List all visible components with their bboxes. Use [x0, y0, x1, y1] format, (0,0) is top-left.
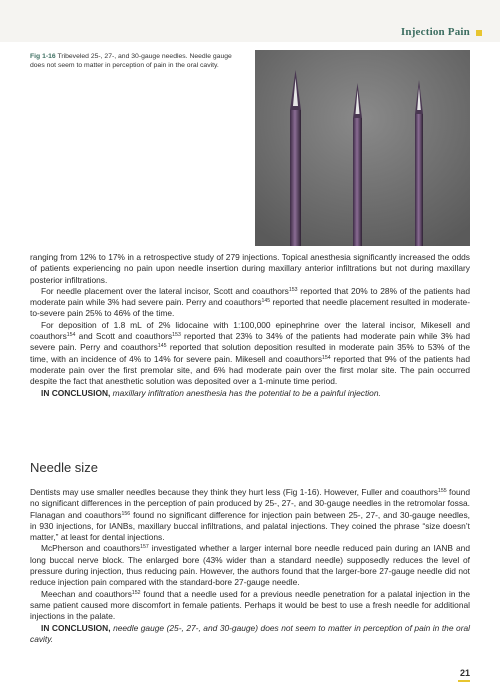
- paragraph: For needle placement over the lateral incisor, Scott and coauthors$^{153}$ reported that 20% to 28% of the patients had moderate pain while 3% had severe pain. Perry and coauthors$^{145}$ reported that needle placement resulted in moderate-to-severe pain 25% to 46% of the time.: [30, 285, 471, 319]
- paragraph: McPherson and coauthors$^{157}$ investigated whether a larger internal bore needle reduced pain during an IANB and long buccal nerve block. The enlarged bore (43% wider than a standard needle) supposedly reduces the level of pressure during injection, thus reducing pain. However, the authors found that the larger-bore 27-gauge needle did not reduce injection pain compared with the standard-bore 27-gauge needle.: [30, 543, 470, 588]
- conclusion: IN CONCLUSION, needle gauge (25-, 27-, and 30-gauge) does not seem to matter in perception of pain in the oral cavity.: [30, 622, 470, 644]
- section-heading: Needle size: [30, 460, 98, 475]
- figure-label: Fig 1-16: [30, 53, 56, 60]
- body-text-top: [30, 252, 470, 399]
- paragraph: ranging from 12% to 17% in a retrospective study of 279 injections. Topical anesthesia significantly increased the odds of patients experiencing no pain upon needle insertion during maxillary anterior infiltrations but not during maxillary posterior infiltrations.: [30, 252, 470, 285]
- needle-photo: [255, 50, 470, 246]
- figure-caption-text: Tribeveled 25-, 27-, and 30-gauge needles. Needle gauge does not seem to matter in perception of pain in the oral cavity.: [30, 53, 232, 70]
- needles-illustration: [255, 50, 470, 246]
- figure-caption: [30, 52, 240, 70]
- page-number-underline: [458, 680, 470, 682]
- paragraph: For deposition of 1.8 mL of 2% lidocaine with 1:100,000 epinephrine over the lateral incisor, Mikesell and coauthors$^{154}$ and Scott and coauthors$^{153}$ reported that 23% to 34% of the patients had moderate pain while 3% had severe pain. Perry and coauthors$^{145}$ reported that solution deposition resulted in moderate pain 35% to 53% of the time, with an incidence of 4% to 14% for severe pain. Mikesell and coauthors$^{154}$ reported that 9% of the patients had moderate pain over the first premolar site, and 6% had moderate pain over the first molar site. The pain occurred despite the fact that anesthetic solution was deposited over a 1-minute time period.: [30, 319, 471, 387]
- running-header-title: Injection Pain: [400, 26, 470, 38]
- header-accent-square: [476, 30, 482, 36]
- conclusion: IN CONCLUSION, maxillary infiltration anesthesia has the potential to be a painful injection.: [41, 387, 381, 398]
- paragraph: Dentists may use smaller needles because they think they hurt less (Fig 1-16). However, Fuller and coauthors$^{155}$ found no significant differences in the perception of pain produced by 25-, 27-, and 30-gauge needles in the retromolar fossa. Flanagan and coauthors$^{156}$ found no significant difference for injection pain between 25-, 27-, and 30-gauge needles, in 930 injections, for IANBs, maxillary buccal infiltrations, and palatal injections. They coined the phrase “size doesn’t matter,” at least for dental injections.: [30, 487, 470, 543]
- body-text-needle-size: [30, 487, 470, 645]
- needle-30-gauge: [415, 80, 423, 246]
- page-number: 21: [459, 668, 470, 678]
- paragraph: Meechan and coauthors$^{152}$ found that a needle used for a previous needle penetration for a palatal injection in the same patient caused more discomfort in female patients. Perhaps it would be best to use a fresh needle for additional injections in the palate.: [30, 588, 470, 622]
